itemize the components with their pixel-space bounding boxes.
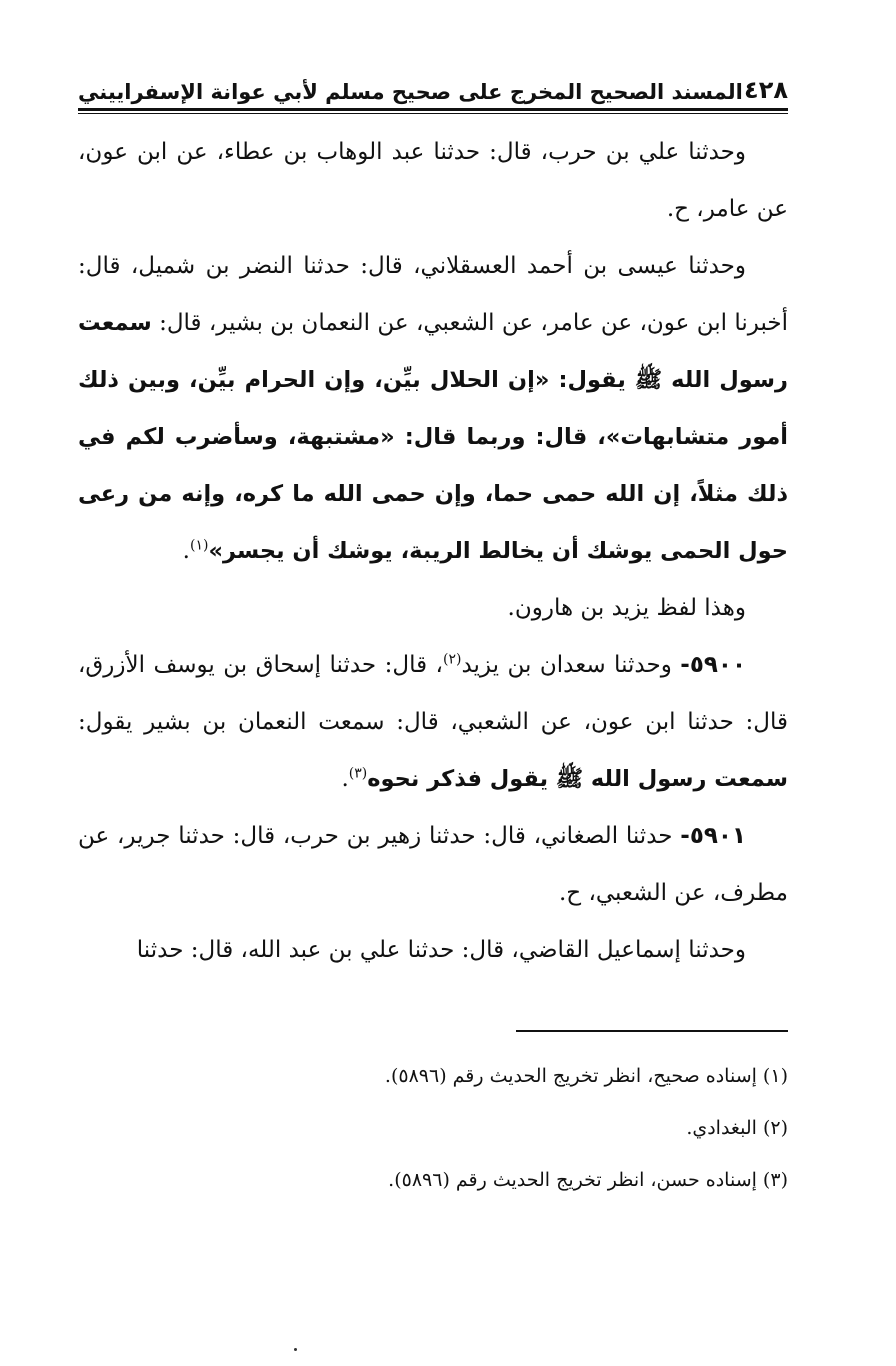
running-header — [78, 60, 788, 104]
hadith-5901-text: حدثنا الصغاني، قال: حدثنا زهير بن حرب، قال: حدثنا جرير، عن مطرف، عن الشعبي، ح. — [78, 823, 788, 906]
period: . — [182, 538, 190, 564]
hadith-5901 — [78, 808, 788, 922]
period: . — [341, 766, 349, 792]
hadith-5900-text-a: وحدثنا سعدان بن يزيد — [461, 652, 672, 678]
main-text — [78, 124, 788, 979]
hadith-number-5901: ٥٩٠١- — [680, 823, 746, 849]
footnote-2: (٢) البغدادي. — [686, 1117, 788, 1139]
footnote-ref-2: (٢) — [442, 651, 462, 668]
hadith-5900 — [78, 637, 788, 808]
footnote-ref-3: (٣) — [348, 765, 368, 782]
header-rule-thick — [78, 108, 788, 111]
hadith-number-5900: ٥٩٠٠- — [680, 652, 746, 678]
paragraph-1: وحدثنا علي بن حرب، قال: حدثنا عبد الوهاب بن عطاء، عن ابن عون، عن عامر، ح. — [78, 139, 788, 222]
footnote-separator — [516, 1030, 788, 1032]
page — [78, 60, 789, 1191]
hadith-5900-text-b: ، قال: حدثنا إسحاق بن يوسف الأزرق، قال: حدثنا ابن عون، عن الشعبي، قال: سمعت النعمان بن بشير يقول: — [78, 652, 788, 735]
header-rule-thin — [78, 113, 788, 114]
hadith-text: سمعت رسول الله ﷺ يقول: «إن الحلال بيِّن، وإن الحرام بيِّن، وبين ذلك أمور متشابهات»، قال: وربما قال: «مشتبهة، وسأضرب لكم في ذلك مثلاً، إن الله حمى حما، وإن حمى الله ما كره، وإنه من رعى حول الحمى يوشك أن يخالط الريبة، يوشك أن يجسر» — [78, 310, 788, 564]
paragraph-3: وهذا لفظ يزيد بن هارون. — [507, 595, 746, 621]
stray-dot — [294, 1348, 297, 1351]
footnote-1: (١) إسناده صحيح، انظر تخريج الحديث رقم (٥٨٩٦). — [384, 1065, 788, 1087]
book-title: المسند الصحيح المخرج على صحيح مسلم لأبي عوانة الإسفراييني — [78, 80, 743, 104]
paragraph-last: وحدثنا إسماعيل القاضي، قال: حدثنا علي بن عبد الله، قال: حدثنا — [136, 937, 746, 963]
footnotes — [78, 1050, 788, 1206]
paragraph-2 — [78, 238, 788, 580]
hadith-5900-bold: سمعت رسول الله ﷺ يقول فذكر نحوه — [367, 766, 788, 792]
footnote-3: (٣) إسناده حسن، انظر تخريج الحديث رقم (٥٨٩٦). — [388, 1169, 788, 1191]
isnad-text: وحدثنا عيسى بن أحمد العسقلاني، قال: حدثنا النضر بن شميل، قال: أخبرنا ابن عون، عن عامر، عن الشعبي، عن النعمان بن بشير، قال: — [78, 253, 789, 336]
footnote-ref-1: (١) — [189, 537, 209, 554]
page-number: ٤٢٨ — [744, 76, 788, 104]
